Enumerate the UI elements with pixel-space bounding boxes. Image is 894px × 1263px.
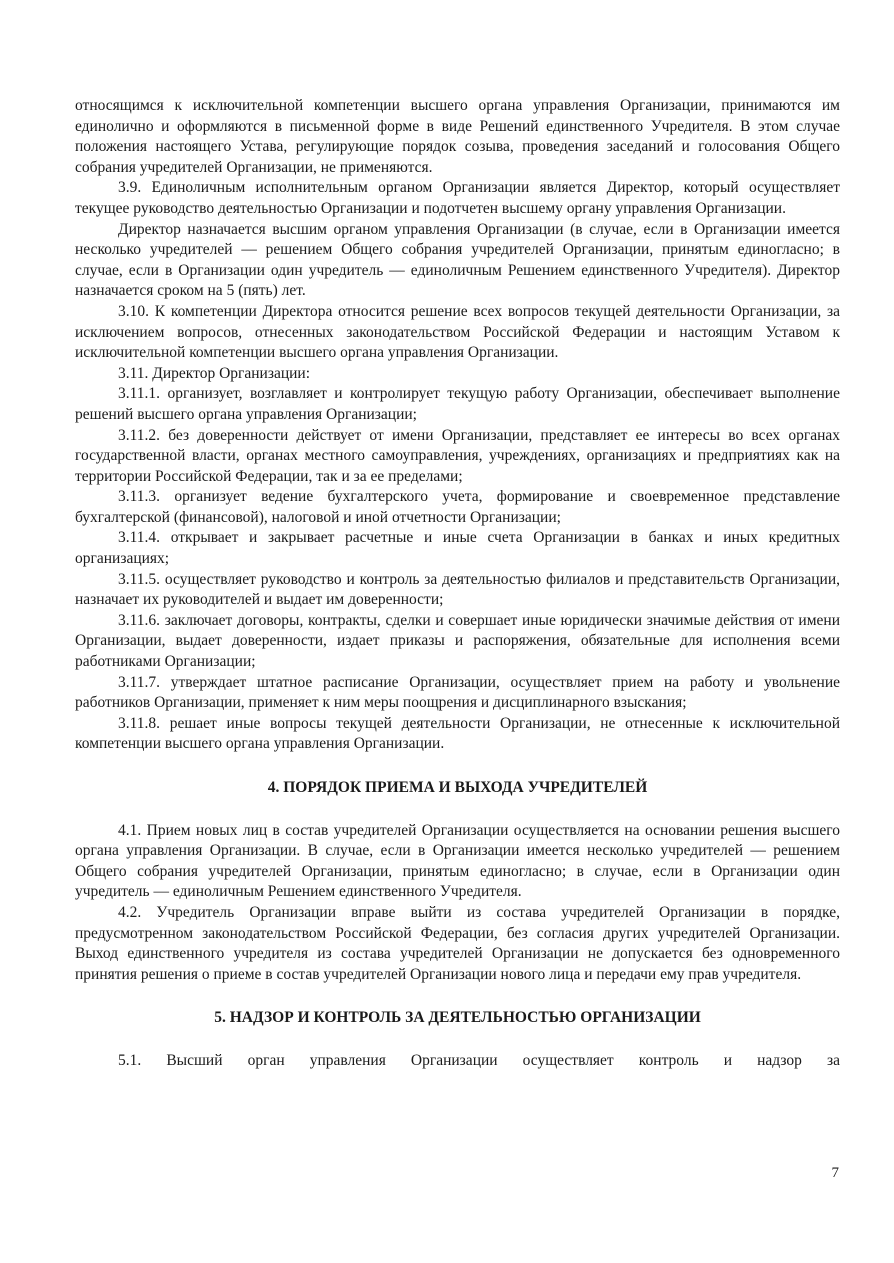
paragraph-3-11-7: 3.11.7. утверждает штатное расписание Организации, осуществляет прием на работу и увольнение работников Организации, применяет к ним меры поощрения и дисциплинарного взыскания; <box>75 673 840 712</box>
section-5-heading: 5. НАДЗОР И КОНТРОЛЬ ЗА ДЕЯТЕЛЬНОСТЬЮ ОРГАНИЗАЦИИ <box>214 1009 701 1027</box>
paragraph-3-11-5: 3.11.5. осуществляет руководство и контроль за деятельностью филиалов и представительств Организации, назначает их руководителей и выдает им доверенности; <box>75 570 840 609</box>
paragraph-3-11-3: 3.11.3. организует ведение бухгалтерского учета, формирование и своевременное представление бухгалтерской (финансовой), налоговой и иной отчетности Организации; <box>75 488 840 526</box>
paragraph-4-1: 4.1. Прием новых лиц в состав учредителей Организации осуществляется на основании решения высшего органа управления Организации. В случае, если в Организации имеется несколько учредителей — решением Общего собрания учредителей Организации, принятым единогласно; в случае, если в Организации один учредитель — единоличным Решением единственного Учредителя. <box>75 821 840 901</box>
page-number: 7 <box>831 1165 839 1181</box>
paragraph-5-1: 5.1. Высший орган управления Организации осуществляет контроль и надзор за <box>118 1051 840 1069</box>
paragraph-3-9: 3.9. Единоличным исполнительным органом Организации является Директор, который осуществляет текущее руководство деятельностью Организации и подотчетен высшему органу управления Организации. <box>75 179 840 217</box>
paragraph-3-11-2: 3.11.2. без доверенности действует от имени Организации, представляет ее интересы во всех органах государственной власти, органах местного самоуправления, учреждениях, организациях и предприятиях как на территории Российской Федерации, так и за ее пределами; <box>75 426 840 485</box>
paragraph-3-11-6: 3.11.6. заключает договоры, контракты, сделки и совершает иные юридически значимые действия от имени Организации, выдает доверенности, издает приказы и распоряжения, обязательные для исполнения всеми работниками Организации; <box>75 611 840 671</box>
section-4-heading: 4. ПОРЯДОК ПРИЕМА И ВЫХОДА УЧРЕДИТЕЛЕЙ <box>267 779 648 796</box>
paragraph-4-2: 4.2. Учредитель Организации вправе выйти из состава учредителей Организации в порядке, предусмотренном законодательством Российской Федерации, без согласия других учредителей Организации. Выход единственного учредителя из состава учредителей Организации не допускается без одновременного принятия решения о приеме в состав учредителей Организации нового лица и передачи ему прав учредителя. <box>75 903 840 983</box>
paragraph-3-10: 3.10. К компетенции Директора относится решение всех вопросов текущей деятельности Организации, за исключением вопросов, отнесенных законодательством Российской Федерации и настоящим Уставом к исключительной компетенции высшего органа управления Организации. <box>75 302 840 362</box>
paragraph-3-11: 3.11. Директор Организации: <box>118 364 311 382</box>
document-page <box>75 96 840 1072</box>
paragraph-director-appointment: Директор назначается высшим органом управления Организации (в случае, если в Организации имеется несколько учредителей — решением Общего собрания учредителей Организации, принятым единогласно; в случае, если в Организации один учредитель — единоличным Решением единственного Учредителя). Директор назначается сроком на 5 (пять) лет. <box>75 220 840 300</box>
paragraph-3-11-4: 3.11.4. открывает и закрывает расчетные и иные счета Организации в банках и иных кредитных организациях; <box>75 529 840 568</box>
paragraph-3-11-1: 3.11.1. организует, возглавляет и контролирует текущую работу Организации, обеспечивает выполнение решений высшего органа управления Организации; <box>75 385 840 423</box>
paragraph-continuation: относящимся к исключительной компетенции высшего органа управления Организации, принимаются им единолично и оформляются в письменной форме в виде Решений единственного Учредителя. В этом случае положения настоящего Устава, регулирующие порядок созыва, проведения заседаний и голосования Общего собрания учредителей Организации, не применяются. <box>75 97 840 176</box>
paragraph-3-11-8: 3.11.8. решает иные вопросы текущей деятельности Организации, не отнесенные к исключительной компетенции высшего органа управления Организации. <box>75 714 840 753</box>
